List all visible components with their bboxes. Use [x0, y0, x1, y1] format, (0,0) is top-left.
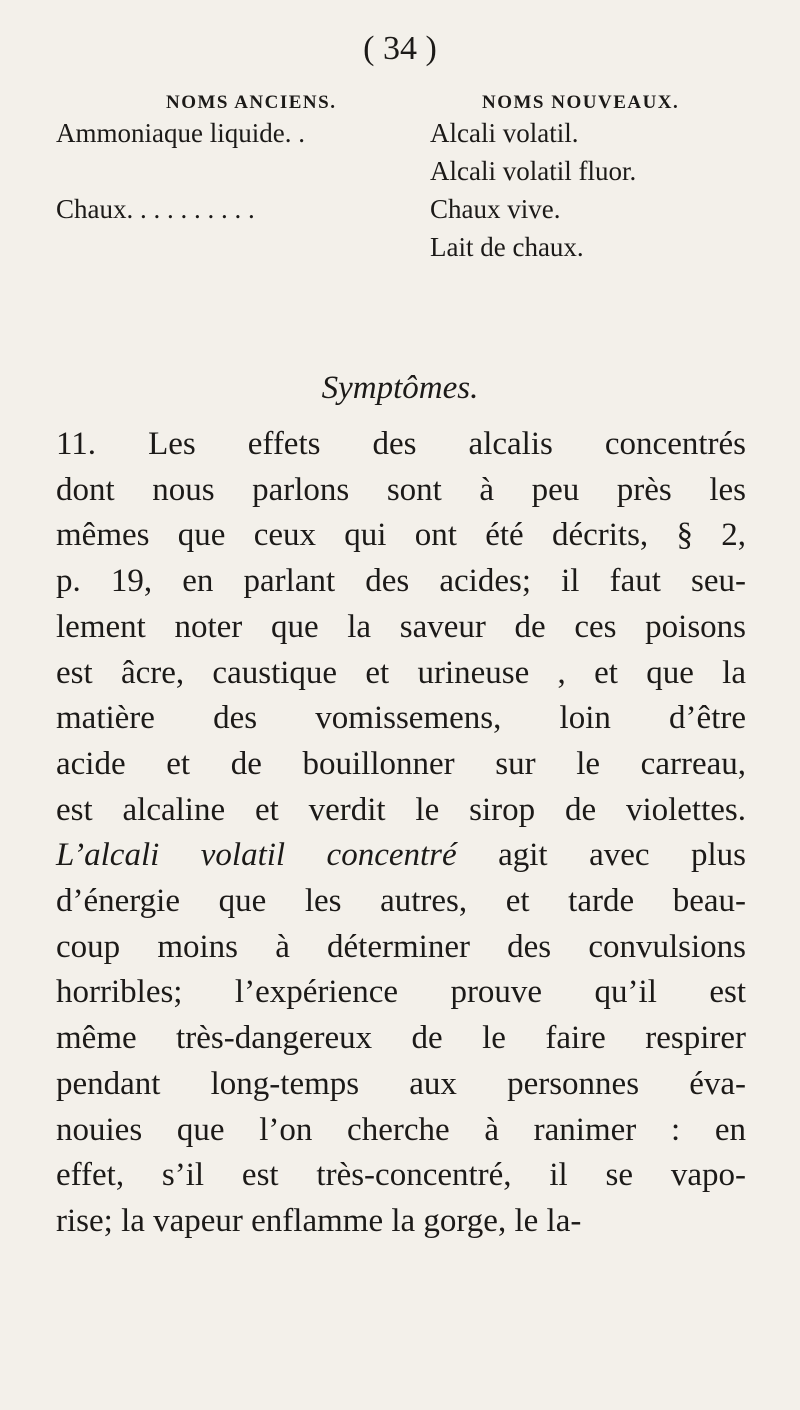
italic-lead-letter: L’: [56, 837, 85, 874]
new-name-entry: Lait de chaux.: [430, 232, 584, 262]
new-name-entry: Alcali volatil.: [430, 118, 579, 148]
column-header-new-names: NOMS NOUVEAUX.: [482, 92, 680, 113]
text-line: dont nous parlons sont à peu près les: [56, 471, 746, 508]
italic-phrase: alcali volatil concentré: [84, 837, 457, 874]
text-line: effet, s’il est très-concentré, il se vapo-: [56, 1157, 746, 1194]
column-header-old-names: NOMS ANCIENS.: [166, 92, 337, 113]
new-name-entry: Chaux vive.: [430, 194, 561, 224]
text-line: p. 19, en parlant des acides; il faut seu-: [56, 563, 746, 600]
text-line: mêmes que ceux qui ont été décrits, § 2,: [56, 517, 746, 554]
old-name-entry: Chaux. . . . . . . . . .: [56, 194, 255, 224]
text-line: est alcaline et verdit le sirop de violettes.: [56, 791, 746, 828]
text-line: coup moins à déterminer des convulsions: [56, 928, 746, 965]
text-line: lement noter que la saveur de ces poisons: [56, 608, 746, 645]
text-line: acide et de bouillonner sur le carreau,: [56, 745, 746, 782]
text-line: d’énergie que les autres, et tarde beau-: [56, 883, 746, 920]
text-line: rise; la vapeur enflamme la gorge, le la-: [56, 1202, 582, 1239]
text-line: matière des vomissemens, loin d’être: [56, 700, 746, 737]
text-line: est âcre, caustique et urineuse , et que la: [56, 654, 746, 691]
old-name-entry: Ammoniaque liquide. .: [56, 118, 305, 148]
text-fragment: agit avec plus: [456, 837, 746, 874]
text-line-italic-lead: [56, 833, 746, 879]
section-title: Symptômes.: [321, 370, 479, 406]
text-line: nouies que l’on cherche à ranimer : en: [56, 1111, 746, 1148]
new-name-entry: Alcali volatil fluor.: [430, 156, 637, 186]
text-line: horribles; l’expérience prouve qu’il est: [56, 974, 746, 1011]
paragraph: [56, 422, 746, 1245]
text-line: même très-dangereux de le faire respirer: [56, 1020, 746, 1057]
text-line: pendant long-temps aux personnes éva-: [56, 1065, 746, 1102]
page-number: ( 34 ): [363, 30, 437, 67]
text-line: 11. Les effets des alcalis concentrés: [56, 426, 746, 462]
